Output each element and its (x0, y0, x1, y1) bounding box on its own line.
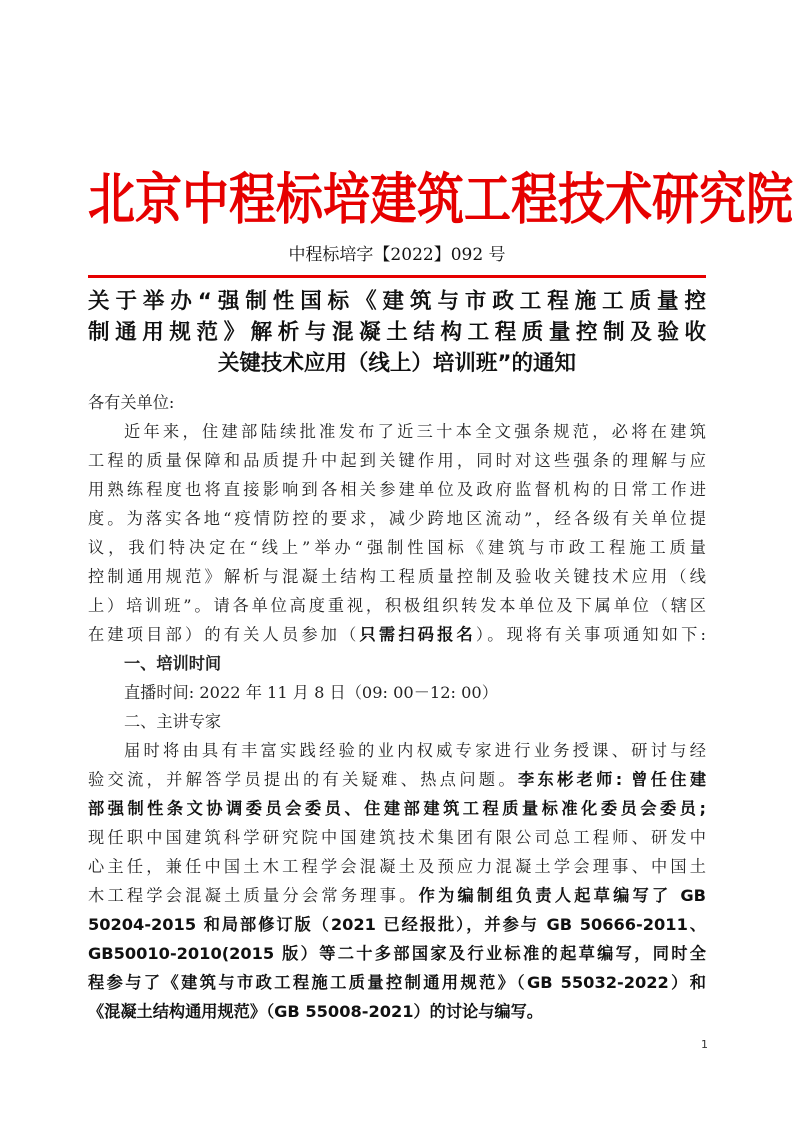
org-char: 建 (370, 167, 417, 233)
paragraph-line: 议，我们特决定在“线上”举办“强制性国标《建筑与市政工程施工质量 (88, 538, 706, 557)
header-divider (88, 275, 706, 278)
paragraph-text: 验交流，并解答学员提出的有关疑难、热点问题。 (88, 770, 518, 789)
org-char: 筑 (417, 167, 464, 233)
paragraph-line: GB50010-2010(2015 版）等二十多部国家及行业标准的起草编写，同时全 (88, 944, 706, 963)
org-char: 技 (558, 167, 605, 233)
paragraph-line: 心主任，兼任中国土木工程学会混凝土及预应力混凝土学会理事、中国土 (88, 857, 706, 876)
paragraph-line: 工程的质量保障和品质提升中起到关键作用，同时对这些强条的理解与应 (88, 451, 706, 470)
paragraph-line (88, 881, 706, 910)
org-char: 中 (182, 167, 229, 233)
paragraph-line: 部强制性条文协调委员会委员、住建部建筑工程质量标准化委员会委员; (88, 799, 706, 818)
section-heading-experts: 二、主讲专家 (124, 712, 222, 731)
paragraph-line: 用熟练程度也将直接影响到各相关参建单位及政府监督机构的日常工作进 (88, 480, 706, 499)
paragraph-line: 《混凝土结构通用规范》（GB 55008-2021）的讨论与编写。 (88, 1002, 543, 1021)
organization-header (88, 166, 793, 236)
org-char: 程 (229, 167, 276, 233)
org-char: 程 (511, 167, 558, 233)
registration-emphasis: 只需扫码报名 (359, 625, 476, 644)
document-number: 中程标培字【2022】092 号 (288, 245, 506, 265)
org-char: 院 (746, 167, 793, 233)
page-number: 1 (701, 1038, 708, 1051)
paragraph-line: 程参与了《建筑与市政工程施工质量控制通用规范》（GB 55032-2022）和 (88, 973, 706, 992)
title-line: 关键技术应用（线上）培训班”的通知 (217, 351, 577, 376)
title-line: 制通用规范》解析与混凝土结构工程质量控制及验收 (88, 320, 706, 345)
paragraph-line: 近年来，住建部陆续批准发布了近三十本全文强条规范，必将在建筑 (124, 422, 706, 441)
paragraph-line: 上）培训班”。请各单位高度重视，积极组织转发本单位及下属单位（辖区 (88, 596, 706, 615)
salutation: 各有关单位: (88, 393, 175, 412)
org-char: 京 (135, 167, 182, 233)
org-char: 研 (652, 167, 699, 233)
paragraph-line: 现任职中国建筑科学研究院中国建筑技术集团有限公司总工程师、研发中 (88, 828, 706, 847)
paragraph-line: 50204-2015 和局部修订版（2021 已经报批），并参与 GB 50666-2011、 (88, 915, 706, 934)
paragraph-line: 届时将由具有丰富实践经验的业内权威专家进行业务授课、研讨与经 (124, 741, 706, 760)
org-char: 培 (323, 167, 370, 233)
expert-credentials: 作为编制组负责人起草编写了 GB (418, 886, 707, 905)
intro-paragraph (88, 417, 706, 649)
org-char: 北 (88, 167, 135, 233)
title-line: 关于举办“强制性国标《建筑与市政工程施工质量控 (88, 289, 706, 314)
paragraph-line: 度。为落实各地“疫情防控的要求，减少跨地区流动”，经各级有关单位提 (88, 509, 706, 528)
expert-name: 李东彬老师: 曾任住建 (518, 770, 707, 789)
org-char: 术 (605, 167, 652, 233)
paragraph-text: 在建项目部）的有关人员参加（ (88, 625, 360, 644)
paragraph-text: ）。现将有关事项通知如下: (475, 625, 706, 644)
section-heading-time: 一、培训时间 (124, 654, 222, 673)
paragraph-line (88, 620, 706, 649)
org-char: 究 (699, 167, 746, 233)
notice-body (88, 388, 706, 1026)
paragraph-line (88, 765, 706, 794)
experts-paragraph (88, 736, 706, 1026)
notice-title (88, 286, 706, 379)
paragraph-text: 木工程学会混凝土质量分会常务理事。 (88, 886, 419, 905)
paragraph-line: 控制通用规范》解析与混凝土结构工程质量控制及验收关键技术应用（线 (88, 567, 706, 586)
org-char: 工 (464, 167, 511, 233)
broadcast-time: 直播时间: 2022 年 11 月 8 日（09: 00－12: 00） (124, 683, 498, 702)
org-char: 标 (276, 167, 323, 233)
